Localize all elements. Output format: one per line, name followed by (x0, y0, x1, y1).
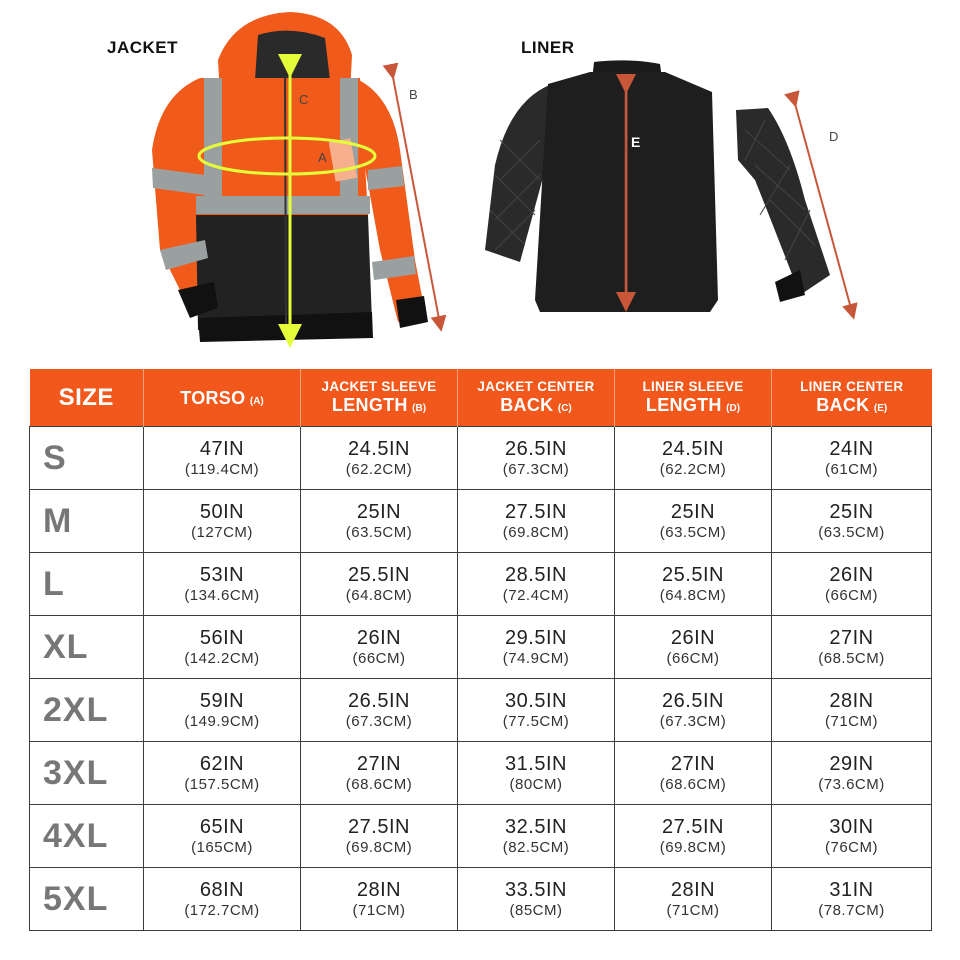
measurement-inches: 27IN (356, 752, 402, 775)
measurement-inches: 26IN (670, 626, 716, 649)
measurement-cell (458, 868, 615, 931)
measurement-inches: 53IN (199, 563, 245, 586)
table-row (30, 553, 932, 616)
header-liner-sleeve-main: LENGTH (645, 395, 722, 415)
measurement-inches: 32.5IN (505, 815, 567, 838)
measurement-inches: 26IN (356, 626, 402, 649)
header-size (30, 369, 144, 427)
measurement-cell (772, 805, 932, 868)
measurement-inches: 33.5IN (505, 878, 567, 901)
header-liner-sleeve-tag: (D) (726, 403, 741, 414)
measurement-centimeters: (63.5CM) (659, 523, 727, 541)
measurement-centimeters: (61CM) (824, 460, 878, 478)
measurement-cell (301, 679, 458, 742)
size-cell: L (30, 553, 144, 616)
measurement-centimeters: (71CM) (666, 901, 720, 919)
measurement-cell (458, 679, 615, 742)
measurement-centimeters: (69.8CM) (659, 838, 727, 856)
measurement-inches: 25IN (356, 500, 402, 523)
measurement-cell (144, 490, 301, 553)
measurement-centimeters: (67.3CM) (345, 712, 413, 730)
measurement-cell (772, 427, 932, 490)
size-cell: XL (30, 616, 144, 679)
measurement-cell (301, 553, 458, 616)
measurement-centimeters: (66CM) (352, 649, 406, 667)
measurement-cell (615, 742, 772, 805)
measurement-centimeters: (67.3CM) (659, 712, 727, 730)
measurement-centimeters: (78.7CM) (818, 901, 885, 919)
measurement-inches: 25.5IN (662, 563, 724, 586)
header-liner-center-main: BACK (816, 395, 870, 415)
measurement-cell (301, 742, 458, 805)
measurement-inches: 26IN (829, 563, 874, 586)
measurement-inches: 26.5IN (662, 689, 724, 712)
measurement-cell (615, 553, 772, 616)
measurement-inches: 56IN (199, 626, 245, 649)
header-jacket-sleeve-tag: (B) (412, 403, 427, 414)
measurement-centimeters: (149.9CM) (184, 712, 260, 730)
measurement-inches: 29IN (829, 752, 874, 775)
measurement-inches: 27IN (829, 626, 874, 649)
measure-letter-d: D (829, 129, 839, 144)
measurement-cell (144, 427, 301, 490)
measurement-inches: 26.5IN (348, 689, 410, 712)
measurement-centimeters: (127CM) (191, 523, 253, 541)
measurement-cell (144, 553, 301, 616)
header-jacket-center-top: JACKET CENTER (477, 379, 595, 394)
measurement-centimeters: (165CM) (191, 838, 253, 856)
measurement-inches: 28.5IN (505, 563, 567, 586)
measurement-inches: 68IN (199, 878, 245, 901)
measurement-cell (458, 742, 615, 805)
measurement-centimeters: (63.5CM) (345, 523, 413, 541)
size-chart (29, 369, 931, 931)
measurement-inches: 59IN (199, 689, 245, 712)
table-row (30, 616, 932, 679)
table-row (30, 427, 932, 490)
measurement-centimeters: (73.6CM) (818, 775, 885, 793)
measurement-cell (301, 868, 458, 931)
header-jacket-center-tag: (C) (557, 403, 572, 414)
measurement-cell (615, 427, 772, 490)
table-row (30, 868, 932, 931)
measurement-inches: 24.5IN (348, 437, 410, 460)
measurement-cell (772, 490, 932, 553)
size-table (29, 369, 932, 931)
table-row (30, 679, 932, 742)
measurement-inches: 24.5IN (662, 437, 724, 460)
measurement-centimeters: (66CM) (666, 649, 720, 667)
measurement-cell (301, 616, 458, 679)
measurement-cell (458, 490, 615, 553)
measurement-centimeters: (62.2CM) (345, 460, 413, 478)
size-cell: 3XL (30, 742, 144, 805)
measurement-centimeters: (71CM) (824, 712, 878, 730)
measurement-centimeters: (71CM) (352, 901, 406, 919)
header-liner-center-top: LINER CENTER (800, 379, 904, 394)
size-cell: S (30, 427, 144, 490)
measurement-inches: 50IN (199, 500, 245, 523)
measurement-cell (301, 427, 458, 490)
measurement-inches: 31IN (829, 878, 874, 901)
measurement-centimeters: (85CM) (509, 901, 563, 919)
measurement-inches: 28IN (829, 689, 874, 712)
measurement-cell (615, 868, 772, 931)
table-row (30, 490, 932, 553)
measurement-centimeters: (68.6CM) (659, 775, 727, 793)
header-liner-sleeve-top: LINER SLEEVE (642, 379, 744, 394)
measurement-centimeters: (69.8CM) (502, 523, 570, 541)
header-liner-sleeve (615, 369, 772, 427)
header-torso-label: TORSO (180, 387, 246, 408)
measurement-centimeters: (172.7CM) (184, 901, 260, 919)
measurement-inches: 65IN (199, 815, 245, 838)
measurement-centimeters: (68.6CM) (345, 775, 413, 793)
measurement-cell (144, 616, 301, 679)
header-torso (144, 369, 301, 427)
measurement-cell (458, 427, 615, 490)
header-size-label: SIZE (58, 383, 114, 411)
measurement-cell (301, 490, 458, 553)
garment-diagram (0, 0, 960, 362)
measurement-cell (458, 616, 615, 679)
header-jacket-center (458, 369, 615, 427)
measurement-inches: 25IN (829, 500, 874, 523)
measurement-cell (301, 805, 458, 868)
measurement-inches: 62IN (199, 752, 245, 775)
measurement-cell (772, 616, 932, 679)
measurement-inches: 31.5IN (505, 752, 567, 775)
measurement-cell (772, 742, 932, 805)
measurement-inches: 25IN (670, 500, 716, 523)
measurement-centimeters: (142.2CM) (184, 649, 260, 667)
measurement-centimeters: (67.3CM) (502, 460, 570, 478)
size-cell: 2XL (30, 679, 144, 742)
measurement-cell (144, 805, 301, 868)
measurement-cell (772, 868, 932, 931)
measurement-inches: 27IN (670, 752, 716, 775)
measurement-inches: 28IN (670, 878, 716, 901)
jacket-illustration (152, 12, 440, 342)
header-jacket-sleeve-top: JACKET SLEEVE (321, 379, 437, 394)
measurement-centimeters: (63.5CM) (818, 523, 885, 541)
measure-letter-e: E (631, 134, 641, 150)
header-liner-center (772, 369, 932, 427)
measure-letter-c: C (299, 92, 309, 107)
measurement-centimeters: (76CM) (824, 838, 878, 856)
measure-letter-b: B (409, 87, 418, 102)
measurement-centimeters: (62.2CM) (659, 460, 727, 478)
measurement-inches: 29.5IN (505, 626, 567, 649)
measurement-cell (458, 553, 615, 616)
measurement-inches: 30.5IN (505, 689, 567, 712)
measurement-cell (144, 679, 301, 742)
measurement-inches: 25.5IN (348, 563, 410, 586)
size-cell: M (30, 490, 144, 553)
table-row (30, 742, 932, 805)
measurement-centimeters: (68.5CM) (818, 649, 885, 667)
measurement-cell (144, 868, 301, 931)
measurement-inches: 47IN (199, 437, 245, 460)
measurement-cell (458, 805, 615, 868)
measurement-centimeters: (119.4CM) (184, 460, 260, 478)
measurement-cell (772, 679, 932, 742)
measurement-centimeters: (64.8CM) (659, 586, 727, 604)
measurement-centimeters: (82.5CM) (502, 838, 570, 856)
measurement-inches: 27.5IN (348, 815, 410, 838)
measurement-inches: 24IN (829, 437, 874, 460)
measurement-cell (144, 742, 301, 805)
measurement-centimeters: (74.9CM) (502, 649, 570, 667)
header-row (30, 369, 932, 427)
size-rows (30, 427, 932, 931)
measurement-cell (772, 553, 932, 616)
size-cell: 4XL (30, 805, 144, 868)
measurement-cell (615, 805, 772, 868)
measurement-inches: 27.5IN (662, 815, 724, 838)
measurement-centimeters: (66CM) (824, 586, 878, 604)
measurement-centimeters: (77.5CM) (502, 712, 570, 730)
measurement-centimeters: (157.5CM) (184, 775, 260, 793)
liner-label: LINER (521, 38, 575, 57)
measurement-centimeters: (69.8CM) (345, 838, 413, 856)
measurement-cell (615, 616, 772, 679)
measurement-centimeters: (64.8CM) (345, 586, 413, 604)
size-cell: 5XL (30, 868, 144, 931)
header-jacket-sleeve-main: LENGTH (331, 395, 408, 415)
measure-letter-a: A (318, 150, 327, 165)
measurement-centimeters: (72.4CM) (502, 586, 570, 604)
measurement-cell (615, 679, 772, 742)
measurement-centimeters: (80CM) (509, 775, 563, 793)
header-jacket-sleeve (301, 369, 458, 427)
measurement-centimeters: (134.6CM) (184, 586, 260, 604)
measurement-inches: 28IN (356, 878, 402, 901)
header-torso-tag: (A) (249, 395, 264, 407)
measurement-inches: 30IN (829, 815, 874, 838)
header-liner-center-tag: (E) (873, 403, 888, 414)
measurement-inches: 27.5IN (505, 500, 567, 523)
measurement-inches: 26.5IN (505, 437, 567, 460)
measurement-cell (615, 490, 772, 553)
liner-illustration (485, 60, 852, 312)
jacket-label: JACKET (107, 38, 179, 57)
table-row (30, 805, 932, 868)
header-jacket-center-main: BACK (500, 395, 554, 415)
